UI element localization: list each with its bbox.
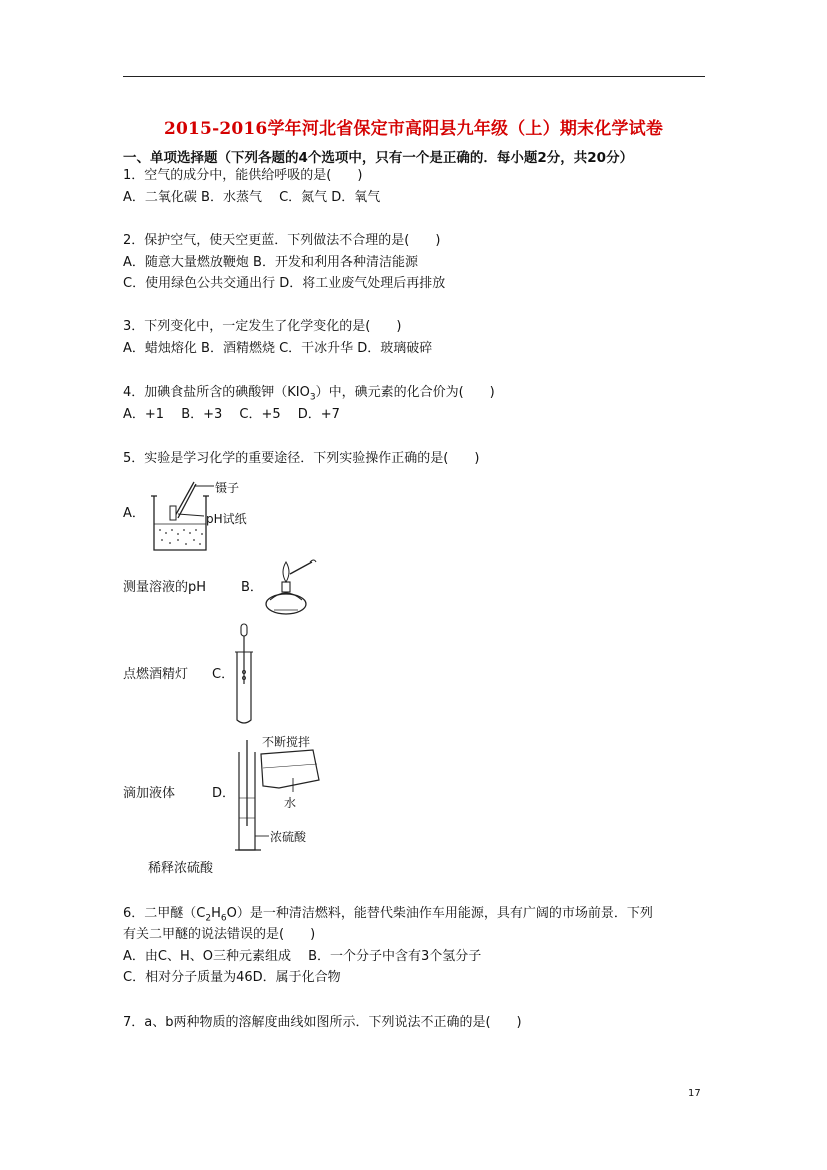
tweezers-label: 镊子	[215, 481, 240, 495]
question-4-options: A．+1 B．+3 C．+5 D．+7	[123, 407, 340, 422]
stir-label: 不断搅拌	[262, 735, 311, 749]
question-6-options-line1: A．由C、H、O三种元素组成 B．一个分子中含有3个氢分子	[123, 949, 482, 964]
alcohol-lamp-figure	[262, 556, 326, 618]
ph-paper-label: pH试纸	[206, 512, 247, 526]
option-a-label: A．	[123, 506, 145, 521]
option-b-caption: 点燃酒精灯	[123, 667, 189, 682]
page-number: 17	[688, 1088, 701, 1099]
question-7-stem: 7．a、b两种物质的溶解度曲线如图所示．下列说法不正确的是( )	[123, 1015, 522, 1030]
question-5-stem: 5．实验是学习化学的重要途径．下列实验操作正确的是( )	[123, 451, 480, 466]
question-6-stem	[123, 906, 653, 927]
header-rule	[123, 76, 705, 77]
question-6-stem-post: O）是一种清洁燃料，能替代柴油作车用能源，具有广阔的市场前景．下列	[226, 906, 653, 921]
question-2-options-line1: A．随意大量燃放鞭炮 B．开发和利用各种清洁能源	[123, 255, 418, 270]
acid-label: 浓硫酸	[270, 830, 307, 844]
question-4-stem-pre: 4．加碘食盐所含的碘酸钾（KIO	[123, 385, 310, 400]
question-4-stem-post: ）中，碘元素的化合价为( )	[315, 385, 495, 400]
question-6-sub2: 6	[220, 913, 227, 924]
question-6-stem-pre: 6．二甲醚（C	[123, 906, 206, 921]
option-c-caption: 滴加液体	[123, 786, 176, 801]
option-b-label: B．	[241, 580, 263, 595]
question-2-stem: 2．保护空气，使天空更蓝．下列做法不合理的是( )	[123, 233, 441, 248]
question-6-options-line2: C．相对分子质量为46D．属于化合物	[123, 970, 341, 985]
question-6-sub1: 2	[205, 913, 212, 924]
water-label: 水	[284, 796, 297, 810]
question-6-stem-line2: 有关二甲醚的说法错误的是( )	[123, 927, 316, 942]
section-heading: 一、单项选择题（下列各题的4个选项中，只有一个是正确的．每小题2分，共20分）	[123, 150, 634, 166]
question-6-mid: H	[211, 906, 221, 921]
question-3-options: A．蜡烛熔化 B．酒精燃烧 C．干冰升华 D．玻璃破碎	[123, 341, 433, 356]
page-title: 2015-2016学年河北省保定市高阳县九年级（上）期末化学试卷	[163, 119, 664, 139]
question-2-options-line2: C．使用绿色公共交通出行 D．将工业废气处理后再排放	[123, 276, 446, 291]
question-4-stem	[123, 385, 495, 406]
option-c-label: C．	[212, 667, 235, 682]
option-d-caption: 稀释浓硫酸	[148, 861, 214, 876]
question-3-stem: 3．下列变化中，一定发生了化学变化的是( )	[123, 319, 402, 334]
option-d-label: D．	[212, 786, 236, 801]
question-1-options: A．二氧化碳 B．水蒸气 C．氮气 D．氧气	[123, 190, 381, 205]
question-4-subscript: 3	[309, 392, 316, 403]
question-1-stem: 1．空气的成分中，能供给呼吸的是( )	[123, 168, 363, 183]
option-a-caption: 测量溶液的pH	[123, 580, 207, 595]
dropper-test-tube-figure	[232, 622, 256, 728]
